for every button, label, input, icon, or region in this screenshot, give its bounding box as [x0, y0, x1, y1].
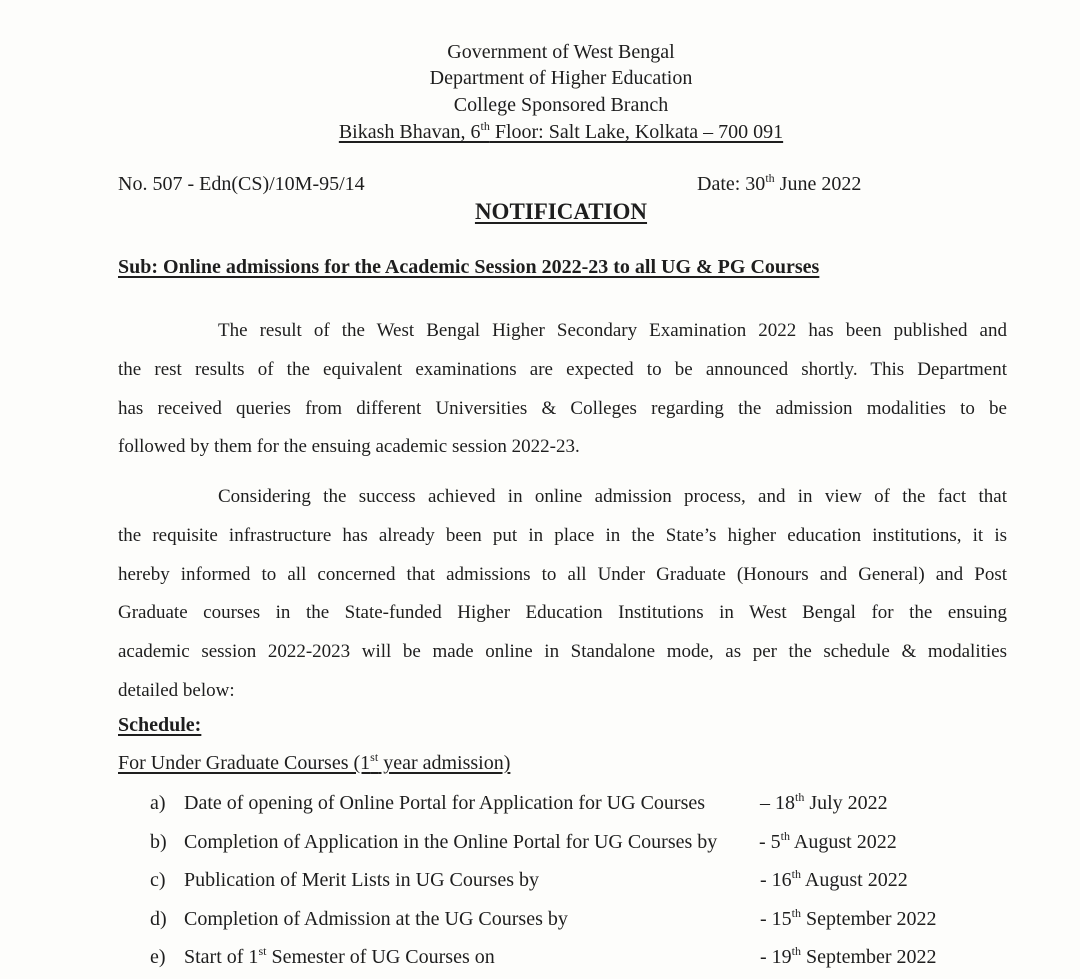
item-text: Publication of Merit Lists in UG Courses by: [184, 869, 539, 891]
date-sup: th: [791, 867, 802, 881]
address-sup: th: [480, 119, 490, 133]
date-part: - 15: [760, 908, 792, 930]
item-text: Date of opening of Online Portal for Application for UG Courses: [184, 792, 706, 814]
paragraph-line: the requisite infrastructure has already been put in place in the State’s higher education institutions, it is: [118, 524, 1007, 546]
date-part: August 2022: [790, 831, 897, 853]
date-part: - 19: [760, 946, 792, 968]
paragraph-line: Considering the success achieved in online admission process, and in view of the fact that: [218, 486, 1007, 507]
date-part: July 2022: [804, 792, 888, 814]
paragraph-2: [118, 478, 1007, 711]
item-label: d): [150, 908, 167, 930]
date-part: - 5: [759, 831, 781, 853]
date-sup: th: [795, 790, 805, 804]
date-part: - 16: [760, 869, 792, 891]
address-part: Floor: Salt Lake, Kolkata – 700 091: [489, 121, 784, 143]
date-sup: th: [791, 906, 802, 920]
schedule-heading: Schedule:: [118, 714, 202, 736]
item-date: [759, 831, 897, 854]
paragraph-line: detailed below:: [118, 679, 235, 701]
header-department: Department of Higher Education: [429, 67, 693, 89]
header-address: [0, 120, 1080, 145]
header-branch: College Sponsored Branch: [453, 94, 669, 116]
paragraph-line: followed by them for the ensuing academic session 2022-23.: [118, 436, 580, 458]
subject-line: Sub: Online admissions for the Academic Session 2022-23 to all UG & PG Courses: [118, 256, 820, 278]
date-part: June 2022: [774, 173, 862, 195]
ug-heading-part: For Under Graduate Courses (1: [118, 752, 371, 774]
ug-heading-part: year admission): [378, 752, 511, 774]
item-label: c): [150, 869, 166, 891]
paragraph-line: academic session 2022-2023 will be made online in Standalone mode, as per the schedule & modalities: [118, 641, 1007, 663]
item-date: [760, 908, 937, 931]
reference-number: No. 507 - Edn(CS)/10M-95/14: [118, 173, 365, 195]
text-part: Start of 1: [184, 946, 259, 968]
date-sup: th: [780, 829, 791, 843]
text-part: Semester of UG Courses on: [266, 946, 495, 968]
paragraph-line: hereby informed to all concerned that admissions to all Under Graduate (Honours and General) and Post: [118, 563, 1007, 585]
notification-date: [697, 173, 861, 196]
item-date: [760, 792, 888, 815]
item-date: [760, 869, 908, 892]
text-sup: st: [258, 944, 267, 958]
date-sup: th: [791, 944, 802, 958]
address-part: Bikash Bhavan, 6: [338, 121, 481, 143]
date-part: Date: 30: [697, 173, 766, 195]
paragraph-line: Graduate courses in the State-funded Higher Education Institutions in West Bengal for the ensuing: [118, 602, 1007, 624]
item-label: e): [150, 946, 166, 968]
item-text: Completion of Admission at the UG Courses by: [184, 908, 568, 930]
date-part: – 18: [760, 792, 795, 814]
ug-heading: [118, 752, 510, 775]
item-date: [760, 946, 937, 969]
date-sup: th: [765, 171, 775, 185]
date-part: September 2022: [801, 946, 937, 968]
paragraph-line: The result of the West Bengal Higher Secondary Examination 2022 has been published and: [218, 320, 1007, 341]
ug-heading-sup: st: [370, 750, 379, 764]
paragraph-line: has received queries from different Universities & Colleges regarding the admission modalities to be: [118, 397, 1007, 419]
date-part: August 2022: [801, 869, 908, 891]
page-title: NOTIFICATION: [474, 199, 648, 224]
paragraph-1: [118, 312, 1007, 467]
header-government: Government of West Bengal: [447, 41, 675, 63]
item-text: Completion of Application in the Online Portal for UG Courses by: [184, 831, 718, 853]
item-label: b): [150, 831, 167, 853]
date-part: September 2022: [801, 908, 937, 930]
item-label: a): [150, 792, 166, 814]
item-text: [184, 946, 495, 969]
paragraph-line: the rest results of the equivalent examinations are expected to be announced shortly. This Department: [118, 358, 1007, 380]
